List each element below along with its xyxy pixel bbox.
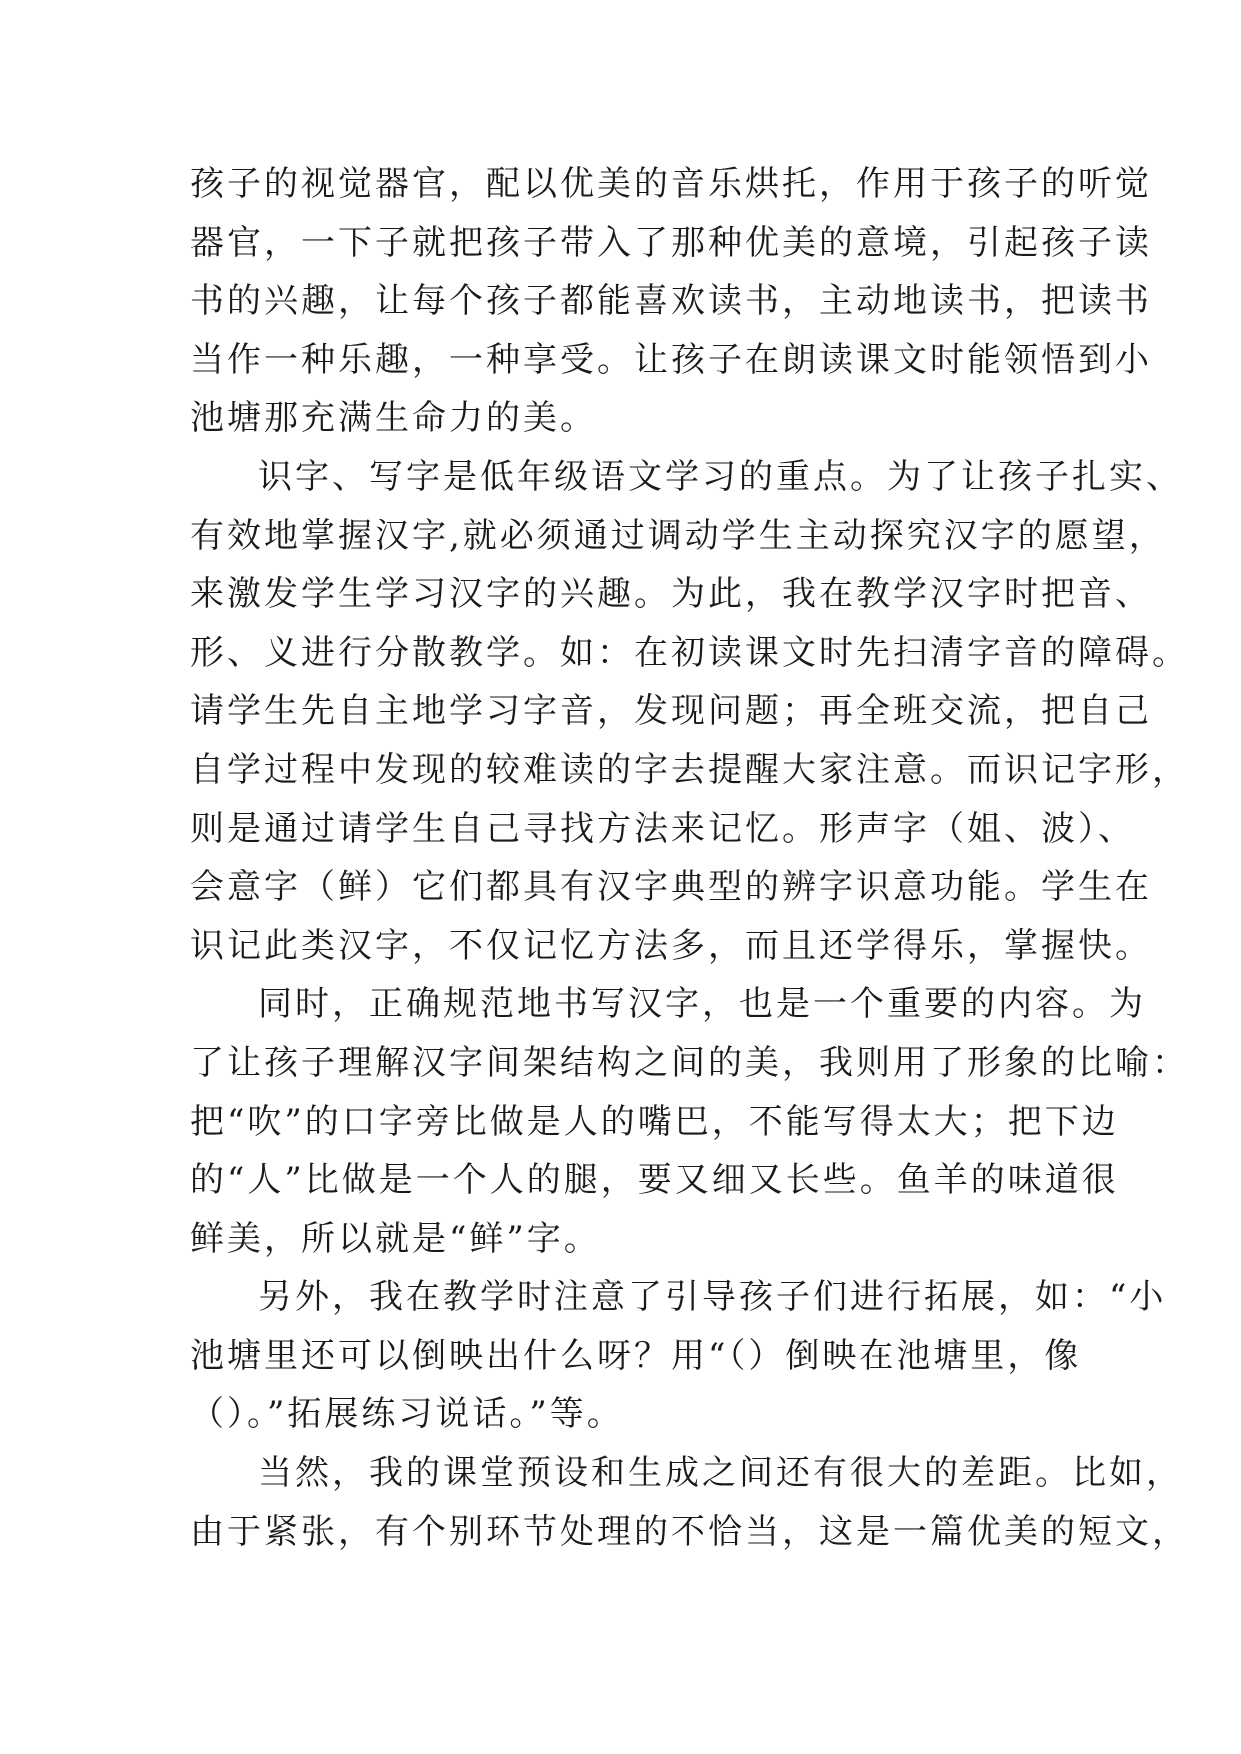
paragraph-first-line: 当然，我的课堂预设和生成之间还有很大的差距。比如，	[258, 1453, 1183, 1494]
text-line: 识记此类汉字，不仅记忆方法多，而且还学得乐，掌握快。	[190, 925, 1152, 966]
text-line: 池塘那充满生命力的美。	[190, 398, 597, 439]
text-line: 形、义进行分散教学。如：在初读课文时先扫清字音的障碍。	[190, 632, 1189, 673]
text-line: 有效地掌握汉字,就必须通过调动学生主动探究汉字的愿望，	[190, 515, 1166, 556]
text-line: 当作一种乐趣，一种享受。让孩子在朗读课文时能领悟到小	[190, 339, 1152, 380]
paragraph-first-line: 识字、写字是低年级语文学习的重点。为了让孩子扎实、	[258, 456, 1183, 497]
text-line: 由于紧张，有个别环节处理的不恰当，这是一篇优美的短文，	[190, 1511, 1189, 1552]
text-line: 自学过程中发现的较难读的字去提醒大家注意。而识记字形，	[190, 749, 1189, 790]
text-line: 了让孩子理解汉字间架结构之间的美，我则用了形象的比喻：	[190, 1042, 1189, 1083]
text-line: 孩子的视觉器官，配以优美的音乐烘托，作用于孩子的听觉	[190, 164, 1152, 204]
paragraph-first-line: 另外，我在教学时注意了引导孩子们进行拓展，如：“小	[258, 1277, 1167, 1318]
text-line: 书的兴趣，让每个孩子都能喜欢读书，主动地读书，把读书	[190, 281, 1152, 322]
text-line: 鲜美，所以就是“鲜”字。	[190, 1218, 601, 1259]
text-line: 请学生先自主地学习字音，发现问题；再全班交流，把自己	[190, 691, 1152, 732]
body-text	[190, 155, 1189, 1561]
text-line: 池塘里还可以倒映出什么呀？用“（）倒映在池塘里，像	[190, 1335, 1082, 1376]
text-line: 会意字（鲜）它们都具有汉字典型的辨字识意功能。学生在	[190, 867, 1152, 908]
text-line: 来激发学生学习汉字的兴趣。为此，我在教学汉字时把音、	[190, 574, 1152, 615]
text-line: 的“人”比做是一个人的腿，要又细又长些。鱼羊的味道很	[190, 1160, 1119, 1201]
text-line: （）。”拓展练习说话。”等。	[190, 1394, 624, 1435]
paragraph-first-line: 同时，正确规范地书写汉字，也是一个重要的内容。为	[258, 984, 1146, 1025]
text-line: 把“吹”的口字旁比做是人的嘴巴，不能写得太大；把下边	[190, 1101, 1119, 1142]
text-line: 器官，一下子就把孩子带入了那种优美的意境，引起孩子读	[190, 222, 1152, 263]
text-line: 则是通过请学生自己寻找方法来记忆。形声字（姐、波）、	[190, 808, 1135, 849]
